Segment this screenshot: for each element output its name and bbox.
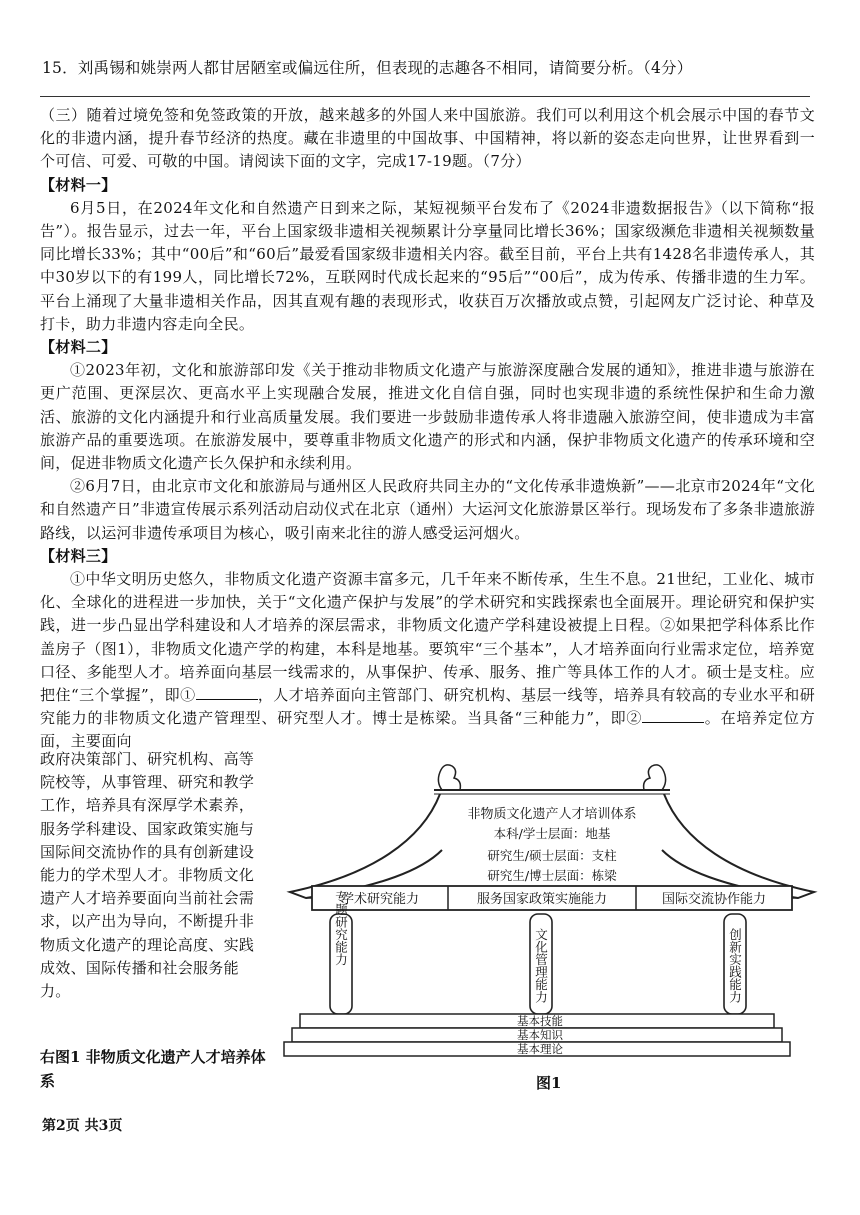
- step-1-label: 基本技能: [517, 1014, 563, 1028]
- answer-blank-2[interactable]: [642, 708, 704, 723]
- diagram-line-2: 研究生/硕士层面：支柱: [487, 848, 617, 863]
- step-3-label: 基本理论: [517, 1042, 563, 1056]
- material-3-text-b: ，人才培养面向主管部门、研究机构、基层一线等，培养具有较高的专业水平和研究能力的非物质文化遗产管理型、研究型人才。博士是栋梁。当具备“三种能力”，即②: [40, 686, 815, 728]
- right-roof-ornament: [644, 765, 666, 790]
- pillar-left-label: 专题研究能力: [333, 890, 349, 966]
- diagram-line-3: 研究生/博士层面：栋梁: [487, 868, 617, 883]
- section-intro: （三）随着过境免签和免签政策的开放，越来越多的外国人来中国旅游。我们可以利用这个机会展示中国的春节文化的非遗内涵，提升春节经济的热度。藏在非遗里的中国故事、中国精神，将以新的姿态走向世界，让世界看到一个可信、可爱、可敬的中国。请阅读下面的文字，完成17-19题。（7分）: [40, 106, 815, 171]
- material-2-paragraph-2: ②6月7日，由北京市文化和旅游局与通州区人民政府共同主办的“文化传承非遗焕新”——北京市2024年“文化和自然遗产日”非遗宣传展示系列活动启动仪式在北京（通州）大运河文化旅游景区举行。现场发布了多条非遗旅游路线，以运河非遗传承项目为核心，吸引南来北往的游人感受运河烟火。: [40, 477, 815, 542]
- pillar-middle-label: 文化管理能力: [533, 928, 549, 1003]
- material-1-paragraph: 6月5日，在2024年文化和自然遗产日到来之际，某短视频平台发布了《2024非遗数据报告》（以下简称“报告”）。报告显示，过去一年，平台上国家级非遗相关视频累计分享量同比增长36%；国家级濒危非遗相关视频数量同比增长33%；其中“00后”和“60后”最爱看国家级非遗相关内容。截至目前，平台上共有1428名非遗传承人，其中30岁以下的有199人，同比增长72%，互联网时代成长起来的“95后”“00后”，成为传承、传播非遗的生力军。平台上涌现了大量非遗相关作品，因其直观有趣的表现形式，收获百万次播放或点赞，引起网友广泛讨论、种草及打卡，助力非遗内容走向全民。: [40, 198, 815, 333]
- left-roof-ornament: [438, 765, 460, 790]
- diagram-line-1: 本科/学士层面：地基: [493, 826, 611, 841]
- figure-label: 图1: [536, 1074, 562, 1092]
- material-3-heading: 【材料三】: [40, 546, 117, 565]
- material-3-text-c: 。在培养定位方面，主要面向: [40, 709, 815, 751]
- material-3-left-text: 政府决策部门、研究机构、高等院校等，从事管理、研究和教学工作，培养具有深厚学术素养，服务学科建设、国家政策实施与国际间交流协作的具有创新建设能力的学术型人才。非物质文化遗产人才培养要面向当前社会需求，以产出为导向，不断提升非物质文化遗产的理论高度、实践成效、国际传播和社会服务能力。: [40, 750, 255, 1001]
- material-2-paragraph-1: ①2023年初，文化和旅游部印发《关于推动非物质文化遗产与旅游深度融合发展的通知》，推进非遗与旅游在更广范围、更深层次、更高水平上实现融合发展，推进文化自信自强，同时也实现非遗的系统性保护和生命力激活、旅游的文化内涵提升和行业高质量发展。我们要进一步鼓励非遗传承人将非遗融入旅游空间，使非遗成为丰富旅游产品的重要选项。在旅游发展中，要尊重非物质文化遗产的形式和内涵，保护非物质文化遗产的传承环境和空间，促进非物质文化遗产长久保护和永续利用。: [40, 361, 815, 473]
- pillar-right-label: 创新实践能力: [727, 928, 743, 1003]
- beam-right-label: 国际交流协作能力: [661, 892, 767, 907]
- figure-caption: 右图1 非物质文化遗产人才培养体系: [40, 1048, 266, 1090]
- roof-right-eave: [662, 794, 814, 898]
- page-footer: 第2页 共3页: [42, 1118, 123, 1134]
- reading-passage: [40, 104, 815, 754]
- section-divider: [40, 96, 810, 97]
- house-diagram-svg: [272, 760, 832, 1060]
- question-15: 15．刘禹锡和姚崇两人都甘居陋室或偏远住所，但表现的志趣各不相同，请简要分析。（4分）: [42, 59, 693, 77]
- talent-system-diagram: [272, 760, 832, 1060]
- step-2-label: 基本知识: [517, 1028, 563, 1042]
- material-3-left-column: [40, 748, 258, 1003]
- material-3-paragraph: [40, 568, 815, 754]
- material-2-heading: 【材料二】: [40, 338, 117, 357]
- roof-left-eave: [290, 794, 442, 898]
- diagram-title: 非物质文化遗产人才培训体系: [467, 807, 637, 822]
- answer-blank-1[interactable]: [196, 685, 258, 700]
- beam-middle-label: 服务国家政策实施能力: [476, 892, 608, 907]
- beam-left-label: 学术研究能力: [340, 892, 420, 907]
- material-1-heading: 【材料一】: [40, 175, 117, 194]
- material-3-text-a: ①中华文明历史悠久，非物质文化遗产资源丰富多元，几千年来不断传承，生生不息。21世纪，工业化、城市化、全球化的进程进一步加快，关于“文化遗产保护与发展”的学术研究和实践探索也全面展开。理论研究和保护实践，进一步凸显出学科建设和人才培养的深层需求，非物质文化遗产学科建设被提上日程。②如果把学科体系比作盖房子（图1），非物质文化遗产学的构建，本科是地基。要筑牢“三个基本”，人才培养面向行业需求定位，培养宽口径、多能型人才。培养面向基层一线需求的，从事保护、传承、服务、推广等具体工作的人才。硕士是支柱。应把住“三个掌握”，即①: [40, 570, 815, 705]
